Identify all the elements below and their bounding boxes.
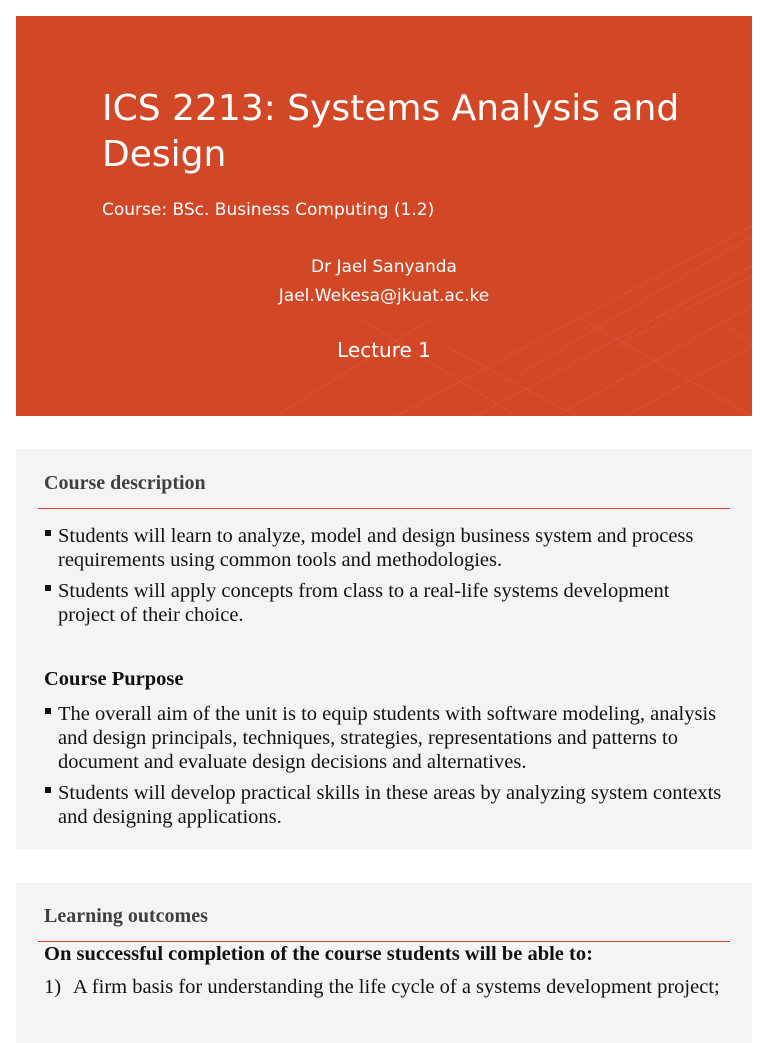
bullet-text: Students will learn to analyze, model and design business system and process requirements using common tools and methodologies.	[58, 525, 694, 571]
outcomes-list	[44, 975, 724, 999]
list-item	[44, 702, 724, 774]
list-item	[44, 975, 724, 999]
slide-heading: Course description	[44, 472, 206, 494]
course-description-slide	[16, 449, 752, 849]
bullet-text: The overall aim of the unit is to equip students with software modeling, analysis and design principals, techniques, strategies, representations and patterns to document and evaluate design decisions and alternatives.	[58, 703, 717, 773]
list-item	[44, 579, 724, 627]
description-list	[44, 524, 724, 634]
slide-heading: Learning outcomes	[44, 905, 208, 927]
square-bullet-icon	[45, 530, 51, 536]
course-subtitle: Course: BSc. Business Computing (1.2)	[102, 200, 435, 220]
item-number: 1)	[44, 976, 62, 998]
lecturer-email: Jael.Wekesa@jkuat.ac.ke	[278, 286, 490, 306]
outcomes-intro: On successful completion of the course students will be able to:	[44, 943, 593, 965]
heading-divider	[38, 941, 730, 942]
purpose-list	[44, 702, 724, 836]
learning-outcomes-slide	[16, 883, 752, 1043]
bullet-text: Students will develop practical skills in these areas by analyzing system contexts and designing applications.	[58, 782, 722, 828]
square-bullet-icon	[45, 708, 51, 714]
heading-divider	[38, 508, 730, 509]
lecturer-name: Dr Jael Sanyanda	[311, 257, 457, 277]
list-item	[44, 781, 724, 829]
item-text: A firm basis for understanding the life cycle of a systems development project;	[73, 976, 720, 998]
square-bullet-icon	[45, 585, 51, 591]
bullet-text: Students will apply concepts from class to a real-life systems development project of their choice.	[58, 580, 670, 626]
square-bullet-icon	[45, 787, 51, 793]
lecture-number: Lecture 1	[337, 338, 431, 362]
title-slide	[16, 16, 752, 416]
presentation-title: ICS 2213: Systems Analysis and Design	[102, 88, 680, 175]
list-item	[44, 524, 724, 572]
purpose-heading: Course Purpose	[44, 668, 184, 690]
